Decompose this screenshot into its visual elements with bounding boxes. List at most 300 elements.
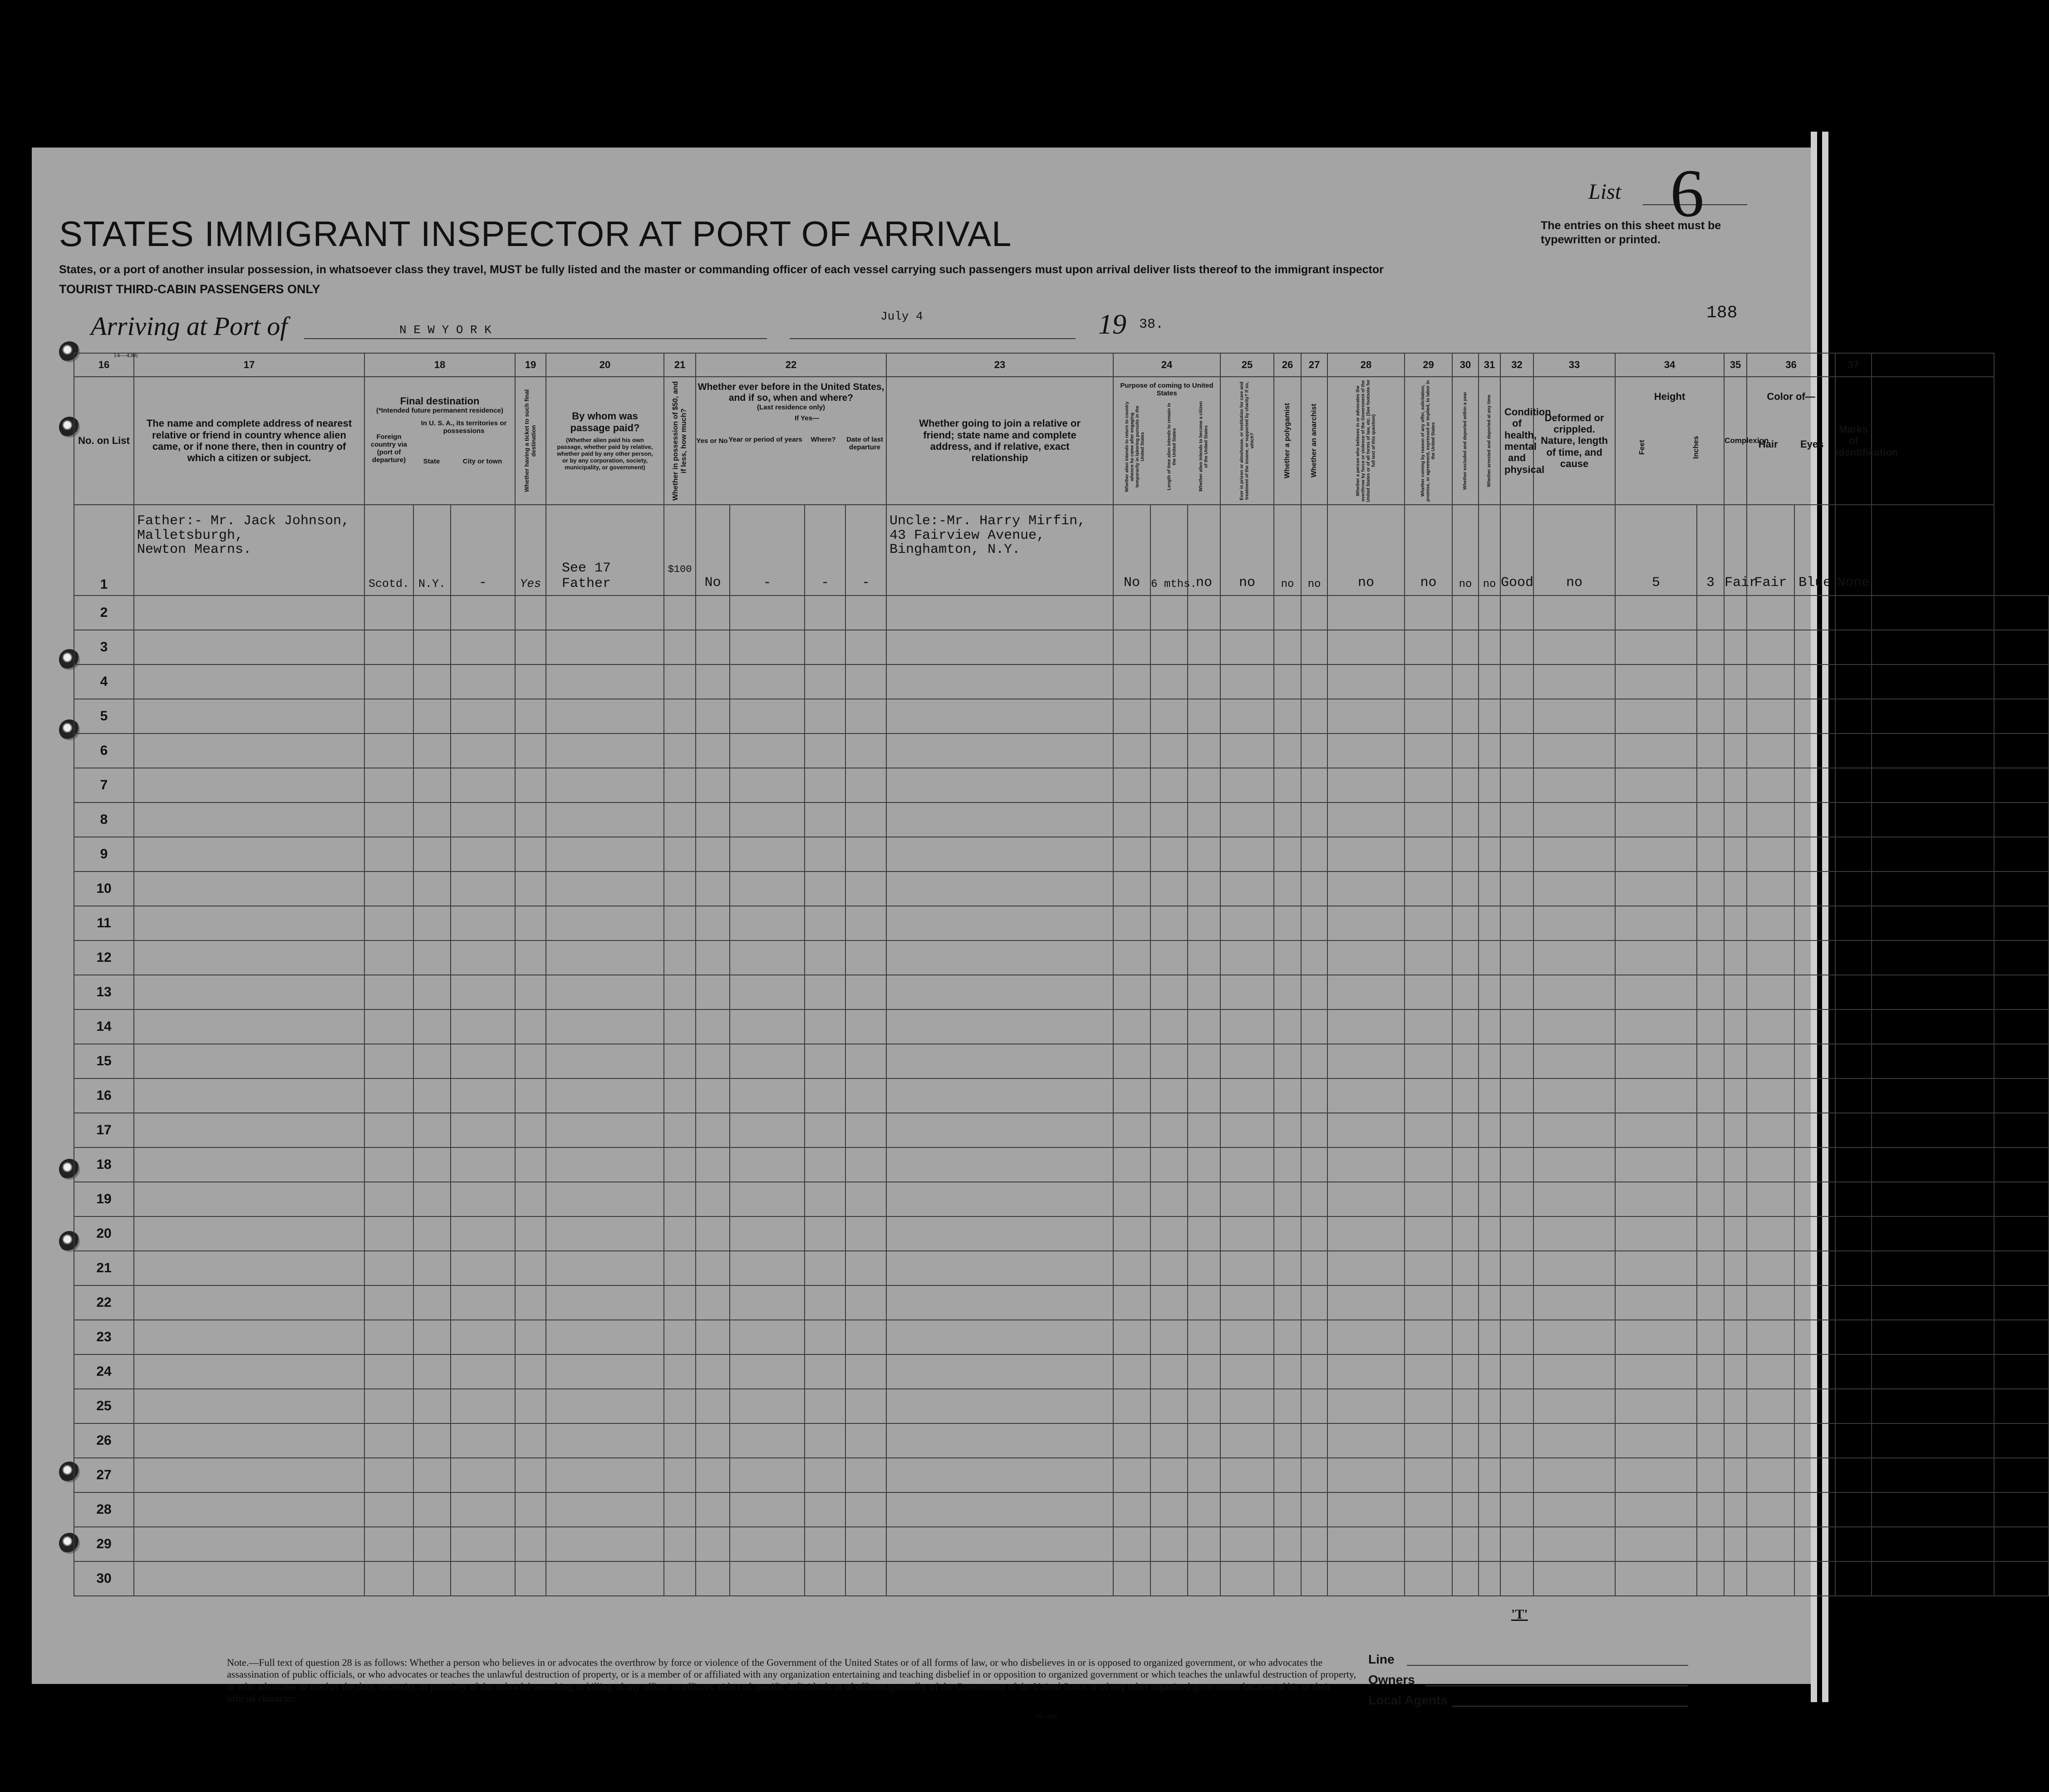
empty-cell xyxy=(805,1527,845,1561)
empty-cell xyxy=(515,1182,546,1216)
empty-cell xyxy=(1188,1078,1220,1113)
empty-cell xyxy=(696,1216,730,1251)
empty-cell xyxy=(1994,699,2049,734)
empty-cell xyxy=(1994,1044,2049,1078)
empty-cell xyxy=(451,1423,515,1458)
empty-cell xyxy=(134,837,364,871)
empty-cell xyxy=(413,665,451,699)
empty-cell xyxy=(1220,1285,1274,1320)
empty-cell xyxy=(730,1078,805,1113)
empty-cell xyxy=(1327,1527,1405,1561)
empty-cell xyxy=(1697,802,1724,837)
prison-value: no xyxy=(1220,505,1274,596)
header-before-us xyxy=(696,377,886,505)
empty-cell xyxy=(1452,802,1479,837)
empty-cell xyxy=(1188,1147,1220,1182)
empty-cell xyxy=(546,665,664,699)
empty-cell xyxy=(1794,1320,1835,1354)
empty-cell xyxy=(1724,1458,1747,1492)
empty-cell xyxy=(1697,1320,1724,1354)
empty-cell xyxy=(1533,665,1615,699)
empty-cell xyxy=(1533,802,1615,837)
empty-cell xyxy=(1615,1285,1697,1320)
col-number: 19 xyxy=(515,353,546,377)
empty-cell xyxy=(1405,1285,1452,1320)
empty-cell xyxy=(1479,1044,1500,1078)
dest-foreign: Foreign country via (port of departure) xyxy=(370,433,408,464)
empty-cell xyxy=(1479,665,1500,699)
row-number: 20 xyxy=(74,1216,134,1251)
empty-cell xyxy=(1220,1354,1274,1389)
empty-cell xyxy=(1835,1009,1872,1044)
col-number: 28 xyxy=(1327,353,1405,377)
empty-cell xyxy=(1835,665,1872,699)
empty-cell xyxy=(1188,940,1220,975)
join-line: Binghamton, N.Y. xyxy=(889,542,1021,557)
empty-cell xyxy=(1994,1113,2049,1147)
empty-cell xyxy=(1188,1458,1220,1492)
empty-cell xyxy=(1327,1147,1405,1182)
empty-cell xyxy=(1615,1113,1697,1147)
empty-cell xyxy=(1747,1009,1794,1044)
empty-cell xyxy=(546,1320,664,1354)
empty-cell xyxy=(1794,768,1835,802)
empty-cell xyxy=(1747,1147,1794,1182)
empty-cell xyxy=(1452,1527,1479,1561)
empty-cell xyxy=(1405,871,1452,906)
empty-cell xyxy=(1274,1354,1301,1389)
empty-cell xyxy=(1994,1389,2049,1423)
join-line: 43 Fairview Avenue, xyxy=(889,527,1045,543)
empty-cell xyxy=(451,975,515,1009)
relative-line: Malletsburgh, xyxy=(137,527,244,543)
empty-cell xyxy=(1500,1492,1533,1527)
empty-cell xyxy=(1747,1423,1794,1458)
empty-cell xyxy=(805,699,845,734)
empty-cell xyxy=(845,1216,886,1251)
empty-cell xyxy=(1113,1423,1150,1458)
empty-cell xyxy=(1274,837,1301,871)
empty-cell xyxy=(696,975,730,1009)
passage-line: Father xyxy=(562,576,611,591)
empty-cell xyxy=(1872,1044,1994,1078)
empty-cell xyxy=(1220,1044,1274,1078)
empty-cell xyxy=(1220,1527,1274,1561)
empty-cell xyxy=(730,1216,805,1251)
empty-cell xyxy=(1872,1285,1994,1320)
empty-cell xyxy=(1113,1527,1150,1561)
empty-cell xyxy=(1113,1078,1150,1113)
empty-cell xyxy=(1452,699,1479,734)
empty-cell xyxy=(1724,1078,1747,1113)
empty-cell xyxy=(1150,1527,1188,1561)
empty-cell xyxy=(1747,665,1794,699)
empty-cell xyxy=(1747,1320,1794,1354)
empty-cell xyxy=(451,940,515,975)
empty-cell xyxy=(1500,1354,1533,1389)
empty-cell xyxy=(1872,665,1994,699)
empty-cell xyxy=(886,1285,1113,1320)
empty-cell xyxy=(134,1147,364,1182)
empty-cell xyxy=(1724,1320,1747,1354)
empty-cell xyxy=(1274,1182,1301,1216)
empty-cell xyxy=(730,1044,805,1078)
empty-cell xyxy=(413,1216,451,1251)
empty-cell xyxy=(1615,1251,1697,1285)
relative-line: Newton Mearns. xyxy=(137,542,252,557)
empty-cell xyxy=(1113,802,1150,837)
empty-cell xyxy=(451,1458,515,1492)
empty-cell xyxy=(696,1078,730,1113)
header-final-destination xyxy=(364,377,515,505)
empty-cell xyxy=(886,1561,1113,1596)
empty-cell xyxy=(664,596,696,630)
empty-cell xyxy=(451,1389,515,1423)
row-number: 18 xyxy=(74,1147,134,1182)
empty-cell xyxy=(1794,1009,1835,1044)
dest-city: City or town xyxy=(462,458,502,466)
empty-cell xyxy=(1697,1182,1724,1216)
empty-cell xyxy=(1327,665,1405,699)
empty-cell xyxy=(1274,630,1301,665)
empty-cell xyxy=(1794,1285,1835,1320)
empty-cell xyxy=(515,665,546,699)
empty-cell xyxy=(364,975,413,1009)
empty-cell xyxy=(451,1320,515,1354)
before-title: Whether ever before in the United States, and if so, when and where? xyxy=(698,382,884,404)
empty-cell xyxy=(1452,768,1479,802)
date-value: July 4 xyxy=(880,310,923,323)
complexion-value: Fair xyxy=(1724,505,1747,596)
offer-label: Whether coming by reason of any offer, solicitation, promise, or agreement, expressed or implied, to labor in the United States xyxy=(1420,380,1436,502)
empty-cell xyxy=(1794,1182,1835,1216)
empty-cell xyxy=(664,1009,696,1044)
empty-cell xyxy=(1220,734,1274,768)
empty-cell xyxy=(1615,1009,1697,1044)
empty-cell xyxy=(1697,1147,1724,1182)
join-line: Uncle:-Mr. Harry Mirfin, xyxy=(889,513,1086,529)
empty-cell xyxy=(696,871,730,906)
empty-cell xyxy=(413,1354,451,1389)
empty-cell xyxy=(1150,975,1188,1009)
empty-cell xyxy=(1615,975,1697,1009)
empty-cell xyxy=(1994,1561,2049,1596)
header-arrested xyxy=(1479,377,1500,505)
empty-cell xyxy=(664,1147,696,1182)
col-number: 27 xyxy=(1301,353,1327,377)
empty-cell xyxy=(664,1182,696,1216)
empty-cell xyxy=(1533,1044,1615,1078)
empty-cell xyxy=(1405,1147,1452,1182)
empty-cell xyxy=(696,768,730,802)
table-row xyxy=(74,1147,2049,1182)
empty-cell xyxy=(1747,1251,1794,1285)
empty-cell xyxy=(730,1285,805,1320)
empty-cell xyxy=(696,906,730,940)
empty-cell xyxy=(1301,1320,1327,1354)
row-number: 5 xyxy=(74,699,134,734)
empty-cell xyxy=(1615,1078,1697,1113)
empty-cell xyxy=(451,1009,515,1044)
empty-cell xyxy=(515,802,546,837)
empty-cell xyxy=(1697,1561,1724,1596)
empty-cell xyxy=(1724,1389,1747,1423)
empty-cell xyxy=(1533,940,1615,975)
empty-cell xyxy=(1724,1561,1747,1596)
empty-cell xyxy=(1188,1389,1220,1423)
empty-cell xyxy=(1220,1458,1274,1492)
empty-cell xyxy=(1615,1527,1697,1561)
empty-cell xyxy=(1188,1320,1220,1354)
empty-cell xyxy=(364,665,413,699)
empty-cell xyxy=(1615,596,1697,630)
empty-cell xyxy=(730,1320,805,1354)
empty-cell xyxy=(1615,802,1697,837)
empty-cell xyxy=(1479,1182,1500,1216)
empty-cell xyxy=(696,1251,730,1285)
empty-cell xyxy=(1697,1389,1724,1423)
table-row xyxy=(74,871,2049,906)
empty-cell xyxy=(805,1423,845,1458)
empty-cell xyxy=(1301,1354,1327,1389)
empty-cell xyxy=(1500,1216,1533,1251)
row-number: 6 xyxy=(74,734,134,768)
table-row xyxy=(74,906,2049,940)
empty-cell xyxy=(1872,1147,1994,1182)
empty-cell xyxy=(1220,665,1274,699)
row-number: 15 xyxy=(74,1044,134,1078)
empty-cell xyxy=(1327,1389,1405,1423)
empty-cell xyxy=(1615,665,1697,699)
empty-cell xyxy=(845,1147,886,1182)
ticket-value: Yes xyxy=(515,505,546,596)
empty-cell xyxy=(364,734,413,768)
empty-cell xyxy=(515,906,546,940)
empty-cell xyxy=(1150,665,1188,699)
empty-cell xyxy=(730,940,805,975)
empty-cell xyxy=(1405,1216,1452,1251)
empty-cell xyxy=(1794,699,1835,734)
empty-cell xyxy=(1220,906,1274,940)
empty-cell xyxy=(546,1285,664,1320)
col-number: 23 xyxy=(886,353,1113,377)
header-ticket xyxy=(515,377,546,505)
empty-cell xyxy=(134,1561,364,1596)
empty-cell xyxy=(1301,699,1327,734)
empty-cell xyxy=(1747,837,1794,871)
empty-cell xyxy=(664,734,696,768)
empty-cell xyxy=(1479,1285,1500,1320)
empty-cell xyxy=(451,871,515,906)
empty-cell xyxy=(1220,802,1274,837)
table-row xyxy=(74,940,2049,975)
empty-cell xyxy=(1452,596,1479,630)
empty-cell xyxy=(1697,768,1724,802)
empty-cell xyxy=(1301,1389,1327,1423)
empty-cell xyxy=(364,1320,413,1354)
empty-cell xyxy=(515,1009,546,1044)
empty-cell xyxy=(515,1561,546,1596)
empty-cell xyxy=(1452,1009,1479,1044)
empty-cell xyxy=(1835,1216,1872,1251)
empty-cell xyxy=(1188,1285,1220,1320)
row-number: 25 xyxy=(74,1389,134,1423)
empty-cell xyxy=(1533,699,1615,734)
empty-cell xyxy=(1405,1009,1452,1044)
color-eyes: Eyes xyxy=(1800,438,1824,450)
empty-cell xyxy=(451,1492,515,1527)
empty-cell xyxy=(1697,871,1724,906)
empty-cell xyxy=(1697,906,1724,940)
empty-cell xyxy=(1500,975,1533,1009)
color-title: Color of— xyxy=(1767,391,1815,402)
empty-cell xyxy=(1872,1078,1994,1113)
empty-cell xyxy=(134,630,364,665)
empty-cell xyxy=(1872,802,1994,837)
empty-cell xyxy=(1301,1423,1327,1458)
empty-cell xyxy=(1500,768,1533,802)
empty-cell xyxy=(1113,1458,1150,1492)
empty-cell xyxy=(1301,1285,1327,1320)
empty-cell xyxy=(1405,802,1452,837)
empty-cell xyxy=(1872,768,1994,802)
hair-value: Fair xyxy=(1747,505,1794,596)
empty-cell xyxy=(730,1389,805,1423)
marks-value: None xyxy=(1835,505,1872,596)
empty-cell xyxy=(1872,837,1994,871)
empty-cell xyxy=(413,1320,451,1354)
empty-cell xyxy=(730,665,805,699)
empty-cell xyxy=(1113,768,1150,802)
empty-cell xyxy=(886,1044,1113,1078)
empty-cell xyxy=(451,1147,515,1182)
empty-cell xyxy=(805,940,845,975)
empty-cell xyxy=(1113,1251,1150,1285)
empty-cell xyxy=(1697,940,1724,975)
purpose-length: Length of time alien intends to remain in the United States xyxy=(1167,403,1177,490)
empty-cell xyxy=(515,871,546,906)
table-row xyxy=(74,1078,2049,1113)
empty-cell xyxy=(546,1113,664,1147)
empty-cell xyxy=(1188,1527,1220,1561)
empty-cell xyxy=(886,1147,1113,1182)
agents-field xyxy=(1452,1706,1688,1707)
empty-cell xyxy=(1835,1182,1872,1216)
row-number: 11 xyxy=(74,906,134,940)
dest-city-value: - xyxy=(451,505,515,596)
empty-cell xyxy=(546,734,664,768)
join-relative-value xyxy=(886,505,1113,596)
row-number: 21 xyxy=(74,1251,134,1285)
empty-cell xyxy=(134,734,364,768)
empty-cell xyxy=(413,975,451,1009)
empty-cell xyxy=(1274,1527,1301,1561)
empty-cell xyxy=(845,596,886,630)
empty-cell xyxy=(1724,734,1747,768)
empty-cell xyxy=(1327,699,1405,734)
row-number: 14 xyxy=(74,1009,134,1044)
empty-cell xyxy=(413,940,451,975)
empty-cell xyxy=(1794,802,1835,837)
empty-cell xyxy=(730,1113,805,1147)
header-color xyxy=(1747,377,1835,505)
empty-cell xyxy=(1872,1009,1994,1044)
row-number: 28 xyxy=(74,1492,134,1527)
empty-cell xyxy=(1994,1354,2049,1389)
empty-cell xyxy=(413,871,451,906)
empty-cell xyxy=(1994,734,2049,768)
empty-cell xyxy=(1697,837,1724,871)
empty-cell xyxy=(1150,1423,1188,1458)
empty-cell xyxy=(546,596,664,630)
empty-cell xyxy=(515,1216,546,1251)
empty-cell xyxy=(805,665,845,699)
empty-cell xyxy=(1872,734,1994,768)
footer-note: Note.—Full text of question 28 is as follows: Whether a person who believes in or advocates the overthrow by force or violence of the Government of the United States or of all forms of law, or who disbelieves in or is opposed to organized government, or who advocates the assassination of public officials, or who advocates or teaches the unlawful destruction of property, or is a member of or affiliated with any organization entertaining and teaching disbelief in or opposition to organized government or which teaches the unlawful destruction of property, or who advocates or teaches the duty, necessity, or propriety of the unlawful assaulting or killing of any officer or officers, either of specific individuals or of officers generally, of the Government of the United States or of any other organized government because of his or their official character. xyxy=(227,1657,1356,1704)
empty-cell xyxy=(1872,871,1994,906)
empty-cell xyxy=(546,699,664,734)
empty-cell xyxy=(1452,1285,1479,1320)
empty-cell xyxy=(1150,1113,1188,1147)
empty-cell xyxy=(1113,871,1150,906)
empty-cell xyxy=(1327,1320,1405,1354)
empty-cell xyxy=(886,940,1113,975)
empty-cell xyxy=(1872,906,1994,940)
empty-cell xyxy=(451,734,515,768)
empty-cell xyxy=(364,906,413,940)
empty-cell xyxy=(515,1389,546,1423)
subtitle-instructions: States, or a port of another insular possession, in whatsoever class they travel, MUST be fully listed and the master or commanding officer of each vessel carrying such passengers must upon arrival deliver lists thereof to the immigrant inspector xyxy=(59,263,1384,276)
empty-cell xyxy=(1150,1492,1188,1527)
empty-cell xyxy=(696,1147,730,1182)
empty-cell xyxy=(1697,1078,1724,1113)
empty-cell xyxy=(1794,1492,1835,1527)
empty-cell xyxy=(1533,871,1615,906)
empty-cell xyxy=(1113,906,1150,940)
empty-cell xyxy=(886,1354,1113,1389)
empty-cell xyxy=(515,1285,546,1320)
empty-cell xyxy=(1533,1423,1615,1458)
empty-cell xyxy=(1835,596,1872,630)
empty-cell xyxy=(1327,1044,1405,1078)
empty-cell xyxy=(1452,1492,1479,1527)
empty-cell xyxy=(1615,1389,1697,1423)
empty-cell xyxy=(1188,1009,1220,1044)
col-number: 22 xyxy=(696,353,886,377)
empty-cell xyxy=(805,1354,845,1389)
empty-cell xyxy=(1479,734,1500,768)
empty-cell xyxy=(696,940,730,975)
empty-cell xyxy=(1405,665,1452,699)
empty-cell xyxy=(845,665,886,699)
empty-cell xyxy=(1150,1009,1188,1044)
empty-cell xyxy=(1697,1113,1724,1147)
empty-cell xyxy=(1994,1492,2049,1527)
empty-cell xyxy=(515,1527,546,1561)
empty-cell xyxy=(1872,1251,1994,1285)
arrested-value: no xyxy=(1479,505,1500,596)
empty-cell xyxy=(1747,1354,1794,1389)
empty-cell xyxy=(1301,1458,1327,1492)
empty-cell xyxy=(134,1527,364,1561)
empty-cell xyxy=(1274,768,1301,802)
empty-cell xyxy=(1533,1458,1615,1492)
empty-cell xyxy=(546,1423,664,1458)
empty-cell xyxy=(1274,1561,1301,1596)
col-number: 25 xyxy=(1220,353,1274,377)
empty-cell xyxy=(664,1561,696,1596)
empty-cell xyxy=(134,1113,364,1147)
